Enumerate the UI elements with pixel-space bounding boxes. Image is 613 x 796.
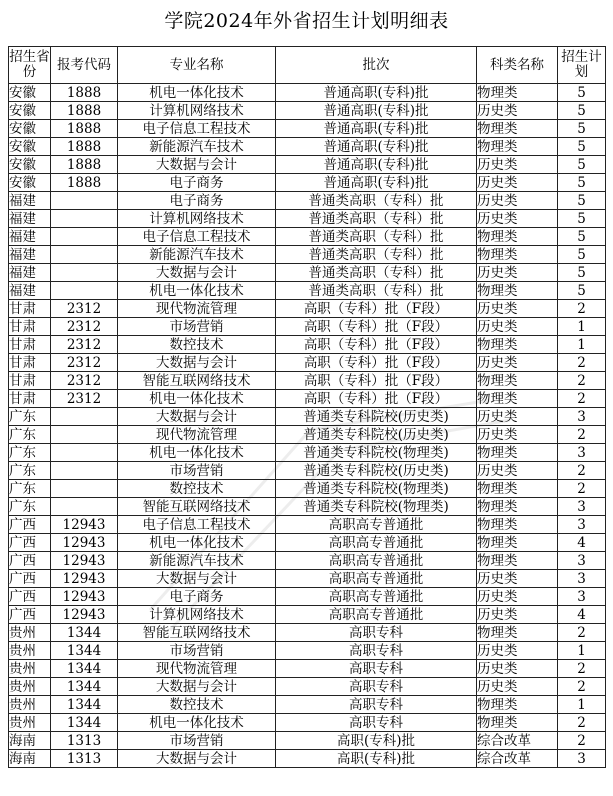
cell-major: 现代物流管理 (118, 300, 276, 318)
cell-subject: 历史类 (477, 174, 558, 192)
cell-batch: 普通高职(专科)批 (276, 138, 477, 156)
header-subject: 科类名称 (477, 47, 558, 84)
cell-code: 1888 (51, 120, 118, 138)
cell-code: 2312 (51, 318, 118, 336)
table-row (9, 408, 606, 426)
cell-major: 计算机网络技术 (118, 102, 276, 120)
header-code: 报考代码 (51, 47, 118, 84)
table-row (9, 534, 606, 552)
cell-count: 5 (558, 174, 606, 192)
cell-province: 广东 (9, 498, 51, 516)
cell-count: 5 (558, 102, 606, 120)
cell-batch: 高职高专普通批 (276, 516, 477, 534)
cell-major: 现代物流管理 (118, 426, 276, 444)
header-count: 招生计划 (558, 47, 606, 84)
cell-code: 1313 (51, 750, 118, 768)
cell-major: 电子信息工程技术 (118, 120, 276, 138)
cell-province: 甘肃 (9, 336, 51, 354)
cell-subject: 综合改革 (477, 732, 558, 750)
cell-major: 智能互联网络技术 (118, 624, 276, 642)
cell-subject: 历史类 (477, 300, 558, 318)
cell-count: 3 (558, 552, 606, 570)
cell-code: 2312 (51, 336, 118, 354)
cell-province: 海南 (9, 732, 51, 750)
cell-count: 3 (558, 498, 606, 516)
cell-code: 1344 (51, 714, 118, 732)
cell-province: 福建 (9, 246, 51, 264)
table-row (9, 714, 606, 732)
cell-code: 1344 (51, 660, 118, 678)
cell-major: 机电一体化技术 (118, 714, 276, 732)
cell-major: 数控技术 (118, 336, 276, 354)
cell-major: 大数据与会计 (118, 678, 276, 696)
cell-subject: 物理类 (477, 624, 558, 642)
cell-code: 12943 (51, 552, 118, 570)
cell-batch: 高职高专普通批 (276, 552, 477, 570)
cell-province: 广西 (9, 516, 51, 534)
table-row (9, 498, 606, 516)
cell-code (51, 282, 118, 300)
cell-province: 海南 (9, 750, 51, 768)
cell-count: 2 (558, 390, 606, 408)
cell-subject: 历史类 (477, 264, 558, 282)
cell-batch: 高职（专科）批（F段） (276, 336, 477, 354)
cell-major: 数控技术 (118, 696, 276, 714)
cell-subject: 历史类 (477, 192, 558, 210)
cell-province: 广西 (9, 570, 51, 588)
cell-major: 智能互联网络技术 (118, 498, 276, 516)
cell-batch: 高职专科 (276, 714, 477, 732)
table-row (9, 228, 606, 246)
table-row (9, 264, 606, 282)
cell-batch: 普通类高职（专科）批 (276, 282, 477, 300)
cell-subject: 综合改革 (477, 750, 558, 768)
cell-code (51, 444, 118, 462)
cell-major: 机电一体化技术 (118, 444, 276, 462)
table-row (9, 624, 606, 642)
cell-major: 数控技术 (118, 480, 276, 498)
table-row (9, 426, 606, 444)
cell-code: 12943 (51, 516, 118, 534)
table-row (9, 444, 606, 462)
cell-province: 贵州 (9, 678, 51, 696)
cell-batch: 普通高职(专科)批 (276, 84, 477, 102)
cell-count: 5 (558, 156, 606, 174)
cell-province: 福建 (9, 282, 51, 300)
cell-province: 广东 (9, 426, 51, 444)
cell-batch: 高职专科 (276, 642, 477, 660)
cell-count: 4 (558, 534, 606, 552)
cell-major: 新能源汽车技术 (118, 246, 276, 264)
cell-code: 2312 (51, 372, 118, 390)
cell-major: 新能源汽车技术 (118, 552, 276, 570)
table-row (9, 210, 606, 228)
cell-batch: 普通类专科院校(历史类) (276, 426, 477, 444)
cell-code (51, 462, 118, 480)
cell-subject: 历史类 (477, 678, 558, 696)
cell-count: 5 (558, 192, 606, 210)
cell-province: 福建 (9, 192, 51, 210)
cell-count: 2 (558, 300, 606, 318)
cell-batch: 普通类高职（专科）批 (276, 228, 477, 246)
cell-subject: 历史类 (477, 606, 558, 624)
cell-subject: 物理类 (477, 516, 558, 534)
cell-batch: 高职专科 (276, 678, 477, 696)
cell-code: 12943 (51, 588, 118, 606)
cell-count: 2 (558, 354, 606, 372)
cell-code: 12943 (51, 570, 118, 588)
table-row (9, 192, 606, 210)
cell-province: 安徽 (9, 102, 51, 120)
cell-province: 安徽 (9, 120, 51, 138)
table-row (9, 102, 606, 120)
cell-batch: 高职（专科）批（F段） (276, 300, 477, 318)
cell-subject: 物理类 (477, 282, 558, 300)
cell-subject: 历史类 (477, 588, 558, 606)
cell-subject: 历史类 (477, 408, 558, 426)
table-row (9, 462, 606, 480)
cell-subject: 物理类 (477, 84, 558, 102)
cell-batch: 普通高职(专科)批 (276, 102, 477, 120)
cell-code: 1888 (51, 156, 118, 174)
cell-major: 电子商务 (118, 192, 276, 210)
table-row (9, 678, 606, 696)
cell-code: 12943 (51, 534, 118, 552)
cell-province: 甘肃 (9, 300, 51, 318)
cell-province: 甘肃 (9, 318, 51, 336)
cell-major: 市场营销 (118, 462, 276, 480)
header-batch: 批次 (276, 47, 477, 84)
cell-batch: 高职(专科)批 (276, 750, 477, 768)
cell-subject: 物理类 (477, 498, 558, 516)
table-row (9, 318, 606, 336)
cell-province: 贵州 (9, 624, 51, 642)
cell-province: 福建 (9, 210, 51, 228)
cell-major: 市场营销 (118, 318, 276, 336)
cell-count: 2 (558, 462, 606, 480)
cell-province: 贵州 (9, 696, 51, 714)
cell-code (51, 426, 118, 444)
table-row (9, 120, 606, 138)
cell-count: 3 (558, 516, 606, 534)
cell-count: 1 (558, 642, 606, 660)
cell-code (51, 264, 118, 282)
cell-major: 机电一体化技术 (118, 534, 276, 552)
table-row (9, 138, 606, 156)
cell-batch: 普通类专科院校(历史类) (276, 408, 477, 426)
cell-batch: 普通高职(专科)批 (276, 156, 477, 174)
cell-province: 广东 (9, 408, 51, 426)
table-row (9, 84, 606, 102)
cell-code: 1888 (51, 138, 118, 156)
cell-major: 机电一体化技术 (118, 390, 276, 408)
cell-count: 5 (558, 84, 606, 102)
cell-count: 2 (558, 660, 606, 678)
cell-subject: 物理类 (477, 480, 558, 498)
cell-count: 5 (558, 138, 606, 156)
cell-batch: 高职高专普通批 (276, 534, 477, 552)
cell-province: 贵州 (9, 660, 51, 678)
cell-batch: 普通类高职（专科）批 (276, 264, 477, 282)
table-row (9, 588, 606, 606)
cell-count: 3 (558, 750, 606, 768)
cell-code: 1888 (51, 174, 118, 192)
cell-count: 3 (558, 444, 606, 462)
cell-subject: 物理类 (477, 228, 558, 246)
cell-major: 大数据与会计 (118, 264, 276, 282)
cell-count: 5 (558, 228, 606, 246)
cell-subject: 物理类 (477, 534, 558, 552)
cell-code (51, 246, 118, 264)
table-row (9, 516, 606, 534)
cell-major: 机电一体化技术 (118, 282, 276, 300)
cell-count: 5 (558, 120, 606, 138)
header-major: 专业名称 (118, 47, 276, 84)
cell-batch: 普通类专科院校(物理类) (276, 498, 477, 516)
cell-count: 2 (558, 372, 606, 390)
cell-batch: 高职（专科）批（F段） (276, 390, 477, 408)
cell-code: 1313 (51, 732, 118, 750)
cell-province: 广西 (9, 606, 51, 624)
cell-count: 2 (558, 732, 606, 750)
cell-subject: 物理类 (477, 390, 558, 408)
cell-count: 4 (558, 606, 606, 624)
cell-batch: 高职高专普通批 (276, 570, 477, 588)
cell-count: 1 (558, 336, 606, 354)
cell-subject: 物理类 (477, 552, 558, 570)
cell-count: 2 (558, 480, 606, 498)
table-row (9, 372, 606, 390)
cell-subject: 物理类 (477, 372, 558, 390)
cell-code: 1344 (51, 642, 118, 660)
cell-province: 广西 (9, 588, 51, 606)
cell-batch: 高职（专科）批（F段） (276, 354, 477, 372)
cell-subject: 历史类 (477, 570, 558, 588)
cell-count: 2 (558, 678, 606, 696)
cell-code: 2312 (51, 354, 118, 372)
table-row (9, 606, 606, 624)
cell-major: 电子商务 (118, 588, 276, 606)
cell-batch: 高职(专科)批 (276, 732, 477, 750)
cell-province: 甘肃 (9, 354, 51, 372)
cell-code: 2312 (51, 390, 118, 408)
table-header-row (9, 47, 606, 84)
cell-count: 2 (558, 426, 606, 444)
cell-province: 安徽 (9, 174, 51, 192)
cell-batch: 高职（专科）批（F段） (276, 318, 477, 336)
table-row (9, 246, 606, 264)
cell-major: 大数据与会计 (118, 750, 276, 768)
table-row (9, 696, 606, 714)
cell-province: 甘肃 (9, 372, 51, 390)
cell-major: 市场营销 (118, 642, 276, 660)
table-row (9, 156, 606, 174)
cell-count: 5 (558, 246, 606, 264)
cell-major: 现代物流管理 (118, 660, 276, 678)
table-row (9, 300, 606, 318)
cell-code (51, 210, 118, 228)
cell-major: 计算机网络技术 (118, 210, 276, 228)
cell-code: 2312 (51, 300, 118, 318)
cell-subject: 物理类 (477, 444, 558, 462)
cell-province: 贵州 (9, 642, 51, 660)
cell-batch: 普通类专科院校(物理类) (276, 444, 477, 462)
cell-code: 1888 (51, 84, 118, 102)
cell-province: 安徽 (9, 138, 51, 156)
cell-province: 甘肃 (9, 390, 51, 408)
cell-count: 5 (558, 282, 606, 300)
cell-subject: 历史类 (477, 462, 558, 480)
table-row (9, 174, 606, 192)
table-row (9, 282, 606, 300)
cell-count: 1 (558, 318, 606, 336)
cell-code (51, 192, 118, 210)
cell-count: 5 (558, 210, 606, 228)
cell-code (51, 498, 118, 516)
cell-major: 机电一体化技术 (118, 84, 276, 102)
cell-major: 大数据与会计 (118, 570, 276, 588)
cell-code: 1888 (51, 102, 118, 120)
cell-province: 广东 (9, 462, 51, 480)
cell-subject: 历史类 (477, 354, 558, 372)
table-row (9, 480, 606, 498)
header-province: 招生省份 (9, 47, 51, 84)
cell-subject: 历史类 (477, 642, 558, 660)
cell-province: 广东 (9, 480, 51, 498)
cell-province: 安徽 (9, 156, 51, 174)
cell-count: 3 (558, 408, 606, 426)
cell-count: 2 (558, 624, 606, 642)
cell-code: 1344 (51, 696, 118, 714)
cell-count: 3 (558, 588, 606, 606)
cell-province: 广西 (9, 552, 51, 570)
cell-major: 新能源汽车技术 (118, 138, 276, 156)
cell-province: 福建 (9, 228, 51, 246)
cell-batch: 高职专科 (276, 696, 477, 714)
cell-subject: 物理类 (477, 120, 558, 138)
table-row (9, 570, 606, 588)
cell-major: 大数据与会计 (118, 156, 276, 174)
cell-major: 市场营销 (118, 732, 276, 750)
cell-batch: 普通类高职（专科）批 (276, 210, 477, 228)
cell-subject: 物理类 (477, 696, 558, 714)
cell-count: 5 (558, 264, 606, 282)
cell-subject: 历史类 (477, 660, 558, 678)
cell-province: 广西 (9, 534, 51, 552)
cell-count: 2 (558, 714, 606, 732)
cell-province: 福建 (9, 264, 51, 282)
cell-batch: 高职专科 (276, 624, 477, 642)
cell-subject: 物理类 (477, 246, 558, 264)
cell-batch: 普通类高职（专科）批 (276, 246, 477, 264)
cell-code: 1344 (51, 678, 118, 696)
cell-code (51, 480, 118, 498)
cell-major: 计算机网络技术 (118, 606, 276, 624)
cell-count: 1 (558, 696, 606, 714)
enrollment-plan-table (8, 46, 606, 768)
cell-batch: 高职高专普通批 (276, 588, 477, 606)
table-body (9, 84, 606, 768)
page-title: 学院2024年外省招生计划明细表 (164, 10, 449, 32)
cell-major: 智能互联网络技术 (118, 372, 276, 390)
cell-code (51, 228, 118, 246)
cell-subject: 历史类 (477, 102, 558, 120)
cell-major: 大数据与会计 (118, 354, 276, 372)
cell-batch: 高职（专科）批（F段） (276, 372, 477, 390)
cell-batch: 普通高职(专科)批 (276, 120, 477, 138)
table-row (9, 552, 606, 570)
cell-major: 大数据与会计 (118, 408, 276, 426)
cell-major: 电子商务 (118, 174, 276, 192)
cell-batch: 普通高职(专科)批 (276, 174, 477, 192)
cell-code: 12943 (51, 606, 118, 624)
cell-batch: 普通类高职（专科）批 (276, 192, 477, 210)
table-row (9, 336, 606, 354)
table-row (9, 354, 606, 372)
cell-subject: 历史类 (477, 318, 558, 336)
table-row (9, 642, 606, 660)
cell-batch: 高职高专普通批 (276, 606, 477, 624)
cell-major: 电子信息工程技术 (118, 228, 276, 246)
table-row (9, 390, 606, 408)
cell-batch: 普通类专科院校(物理类) (276, 480, 477, 498)
cell-subject: 物理类 (477, 714, 558, 732)
cell-province: 贵州 (9, 714, 51, 732)
cell-batch: 高职专科 (276, 660, 477, 678)
cell-subject: 物理类 (477, 336, 558, 354)
table-row (9, 732, 606, 750)
cell-province: 广东 (9, 444, 51, 462)
table-row (9, 750, 606, 768)
cell-subject: 历史类 (477, 210, 558, 228)
cell-batch: 普通类专科院校(历史类) (276, 462, 477, 480)
cell-code (51, 408, 118, 426)
cell-count: 3 (558, 570, 606, 588)
table-row (9, 660, 606, 678)
cell-code: 1344 (51, 624, 118, 642)
cell-subject: 历史类 (477, 156, 558, 174)
cell-province: 安徽 (9, 84, 51, 102)
cell-subject: 历史类 (477, 426, 558, 444)
cell-major: 电子信息工程技术 (118, 516, 276, 534)
cell-subject: 物理类 (477, 138, 558, 156)
